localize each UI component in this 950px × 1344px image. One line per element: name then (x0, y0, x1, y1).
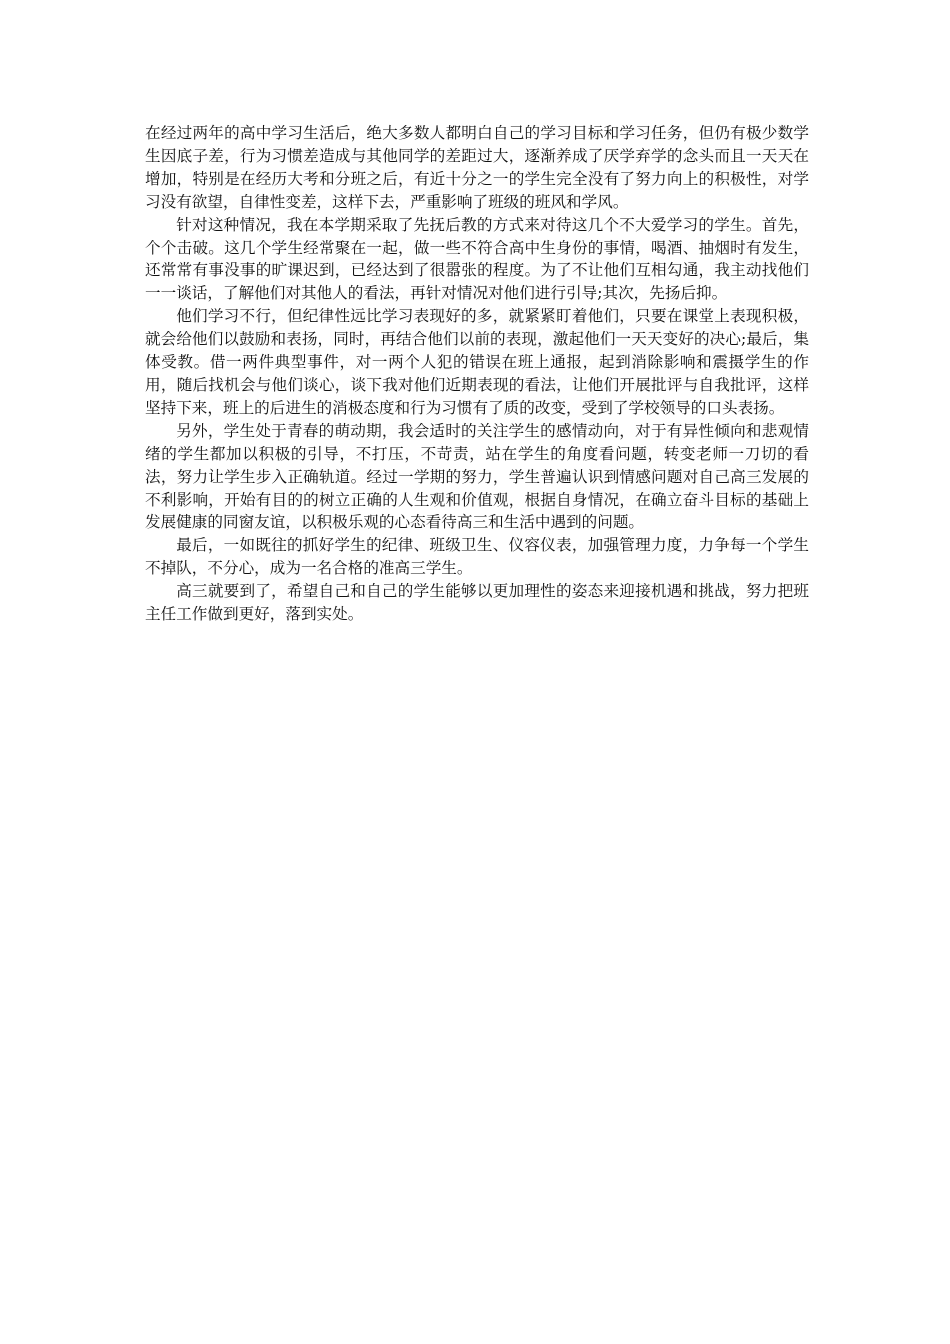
paragraph-1: 在经过两年的高中学习生活后，绝大多数人都明白自己的学习目标和学习任务，但仍有极少数学生因底子差，行为习惯差造成与其他同学的差距过大，逐渐养成了厌学弃学的念头而且一天天在增加，特别是在经历大考和分班之后，有近十分之一的学生完全没有了努力向上的积极性，对学习没有欲望，自律性变差，这样下去，严重影响了班级的班风和学风。 (145, 124, 809, 211)
paragraph-2: 针对这种情况，我在本学期采取了先抚后教的方式来对待这几个不大爱学习的学生。首先，个个击破。这几个学生经常聚在一起，做一些不符合高中生身份的事情，喝酒、抽烟时有发生，还常常有事没事的旷课迟到，已经达到了很嚣张的程度。为了不让他们互相勾通，我主动找他们一一谈话，了解他们对其他人的看法，再针对情况对他们进行引导;其次，先扬后抑。 (145, 215, 809, 303)
paragraph-5: 最后，一如既往的抓好学生的纪律、班级卫生、仪容仪表，加强管理力度，力争每一个学生不掉队，不分心，成为一名合格的准高三学生。 (145, 536, 809, 578)
document-body (145, 122, 809, 626)
paragraph-6: 高三就要到了，希望自己和自己的学生能够以更加理性的姿态来迎接机遇和挑战，努力把班主任工作做到更好，落到实处。 (145, 582, 809, 624)
paragraph-3: 他们学习不行，但纪律性远比学习表现好的多，就紧紧盯着他们，只要在课堂上表现积极，就会给他们以鼓励和表扬，同时，再结合他们以前的表现，激起他们一天天变好的决心;最后，集体受教。借一两件典型事件，对一两个人犯的错误在班上通报，起到消除影响和震摄学生的作用，随后找机会与他们谈心，谈下我对他们近期表现的看法，让他们开展批评与自我批评，这样坚持下来，班上的后进生的消极态度和行为习惯有了质的改变，受到了学校领导的口头表扬。 (145, 307, 809, 417)
paragraph-4: 另外，学生处于青春的萌动期，我会适时的关注学生的感情动向，对于有异性倾向和悲观情绪的学生都加以积极的引导，不打压，不苛责，站在学生的角度看问题，转变老师一刀切的看法，努力让学生步入正确轨道。经过一学期的努力，学生普遍认识到情感问题对自己高三发展的不利影响，开始有目的的树立正确的人生观和价值观，根据自身情况，在确立奋斗目标的基础上发展健康的同窗友谊，以积极乐观的心态看待高三和生活中遇到的问题。 (145, 421, 809, 532)
